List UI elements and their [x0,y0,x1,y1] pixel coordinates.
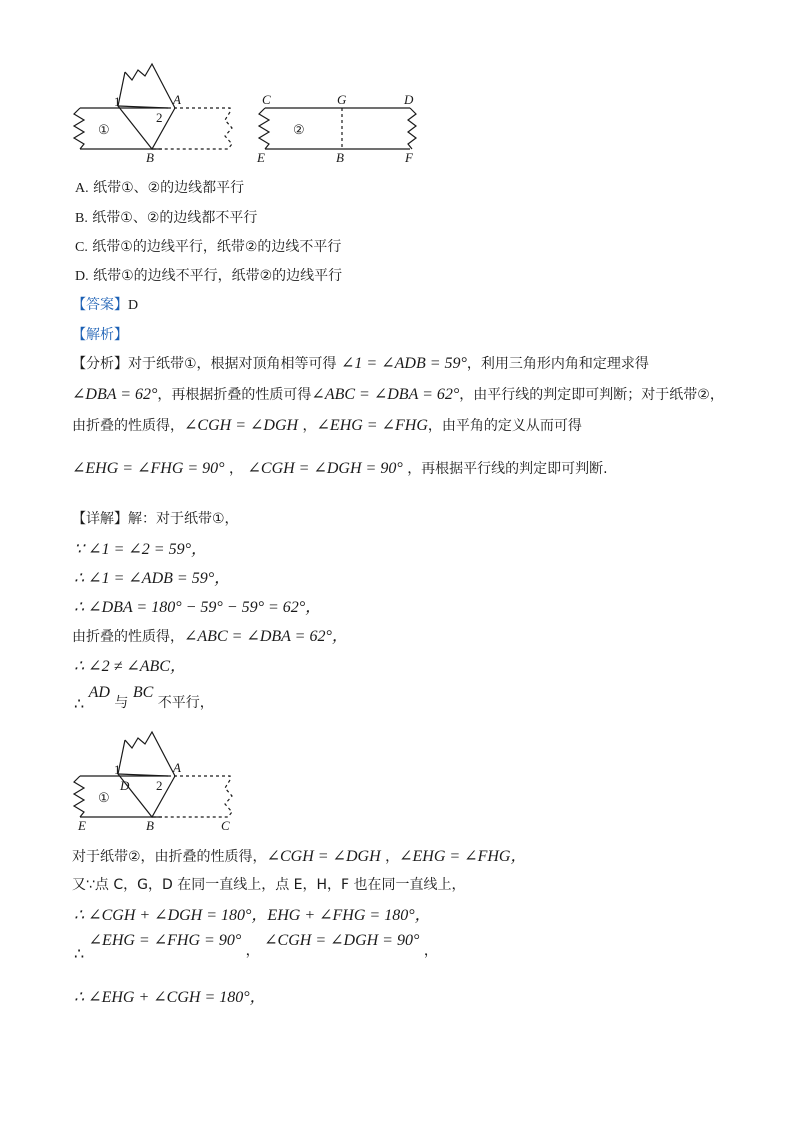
math-expression: ∠1 = ∠ADB = 59° [341,355,467,372]
option-c [75,236,341,256]
fenxi-line-2 [72,384,724,404]
label-strip-1: ① [98,122,110,137]
math-expression: ∠EHG = ∠FHG = 90° [88,932,242,949]
step-4 [72,623,348,646]
fenxi-line-4 [72,458,608,478]
segment-bc: BC [132,684,154,701]
step-3: ∴ ∠DBA = 180° − 59° − 59° = 62°， [74,599,322,616]
text: ， [423,943,438,959]
fenxi-line-1 [72,353,649,373]
label-point-c: C [262,92,271,107]
option-text: 纸带①、②的边线都不平行 [92,210,258,226]
part2-line-2: 又∵点 C，G，D 在同一直线上，点 E，H，F 也在同一直线上， [72,877,466,893]
math-expression: ∠EHG = ∠FHG， [399,848,527,865]
label-point-d: D [120,778,130,793]
text: ，由平角的定义从而可得 [427,418,582,434]
label-angle-1: 1 [114,94,121,109]
part2-line-4 [74,930,438,966]
answer-tag: 【答案】 [72,297,128,313]
math-expression: ∠CGH = ∠DGH [184,417,299,434]
label-point-b2: B [336,150,344,165]
text: 解：对于纸带①， [128,511,239,527]
xiangjie-intro [72,508,239,528]
step-1: ∵ ∠1 = ∠2 = 59°， [74,541,207,558]
folded-strips-figure [60,60,440,170]
option-a [75,177,244,197]
label-point-e: E [257,150,265,165]
label-point-d: D [404,92,414,107]
label-angle-2: 2 [156,778,163,793]
text: 由折叠的性质得， [72,418,184,434]
step-6 [74,684,214,714]
step-5: ∴ ∠2 ≠ ∠ABC， [74,658,186,675]
label-angle-2: 2 [156,110,163,125]
label-angle-1: 1 [114,762,121,777]
analysis-tag: 【解析】 [72,327,128,343]
math-expression: ∠ABC = ∠DBA = 62° [311,386,460,403]
option-letter: D. [75,269,89,284]
option-text: 纸带①的边线不平行，纸带②的边线平行 [93,268,343,284]
option-b [75,207,257,227]
label-point-a: A [173,760,181,775]
math-expression: ∠CGH = ∠DGH [266,848,381,865]
label-point-g: G [337,92,347,107]
label-point-c: C [221,818,230,833]
option-text: 纸带①、②的边线都平行 [93,180,245,196]
option-text: 纸带①的边线平行，纸带②的边线不平行 [92,239,342,255]
math-expression: ∠CGH = ∠DGH = 90° [247,460,403,477]
label-point-a: A [173,92,181,107]
folded-strip-figure-2 [60,728,260,838]
label-point-b: B [146,150,154,165]
text: ， [229,461,244,477]
label-point-b: B [146,818,154,833]
math-expression: ∠DBA = 62° [72,386,158,403]
step-2: ∴ ∠1 = ∠ADB = 59°， [74,570,231,587]
text: 由折叠的性质得， [72,629,184,645]
text: ，再根据平行线的判定即可判断. [407,461,608,477]
strip-2 [259,108,416,149]
math-expression: ∠CGH = ∠DGH = 90° [264,932,420,949]
label-strip-1: ① [98,790,110,805]
option-letter: A. [75,181,89,196]
text: 与 [114,695,129,711]
math-expression: ∠EHG = ∠FHG = 90° [72,460,225,477]
part2-line-5: ∴ ∠EHG + ∠CGH = 180°， [74,989,266,1006]
text: ， [245,943,260,959]
fenxi-line-3 [72,415,582,435]
option-letter: C. [75,240,88,255]
xiangjie-tag: 【详解】 [72,511,128,527]
label-strip-2: ② [293,122,305,137]
answer-line [72,294,138,314]
option-letter: B. [75,211,88,226]
math-expression: ∠EHG = ∠FHG [316,417,428,434]
text: ， [302,418,317,434]
text: 不平行， [157,695,214,711]
part2-line-3: ∴ ∠CGH + ∠DGH = 180°，EHG + ∠FHG = 180°， [74,907,431,924]
text: ，利用三角形内角和定理求得 [466,356,649,372]
label-point-f: F [405,150,413,165]
segment-ad: AD [88,684,110,701]
part2-line-1 [72,843,526,866]
therefore-symbol: ∴ [74,696,85,713]
option-d [75,265,342,285]
label-point-e: E [78,818,86,833]
math-expression: ∠ABC = ∠DBA = 62°， [184,628,348,645]
therefore-symbol: ∴ [74,946,85,963]
text: ， [385,849,400,865]
fenxi-tag: 【分析】 [72,356,128,372]
answer-value: D [128,298,139,313]
text: 对于纸带①，根据对顶角相等可得 [128,356,337,372]
text: ，再根据折叠的性质可得 [157,387,312,403]
text: 对于纸带②，由折叠的性质得， [72,849,267,865]
text: ，由平行线的判定即可判断；对于纸带②， [459,387,724,403]
